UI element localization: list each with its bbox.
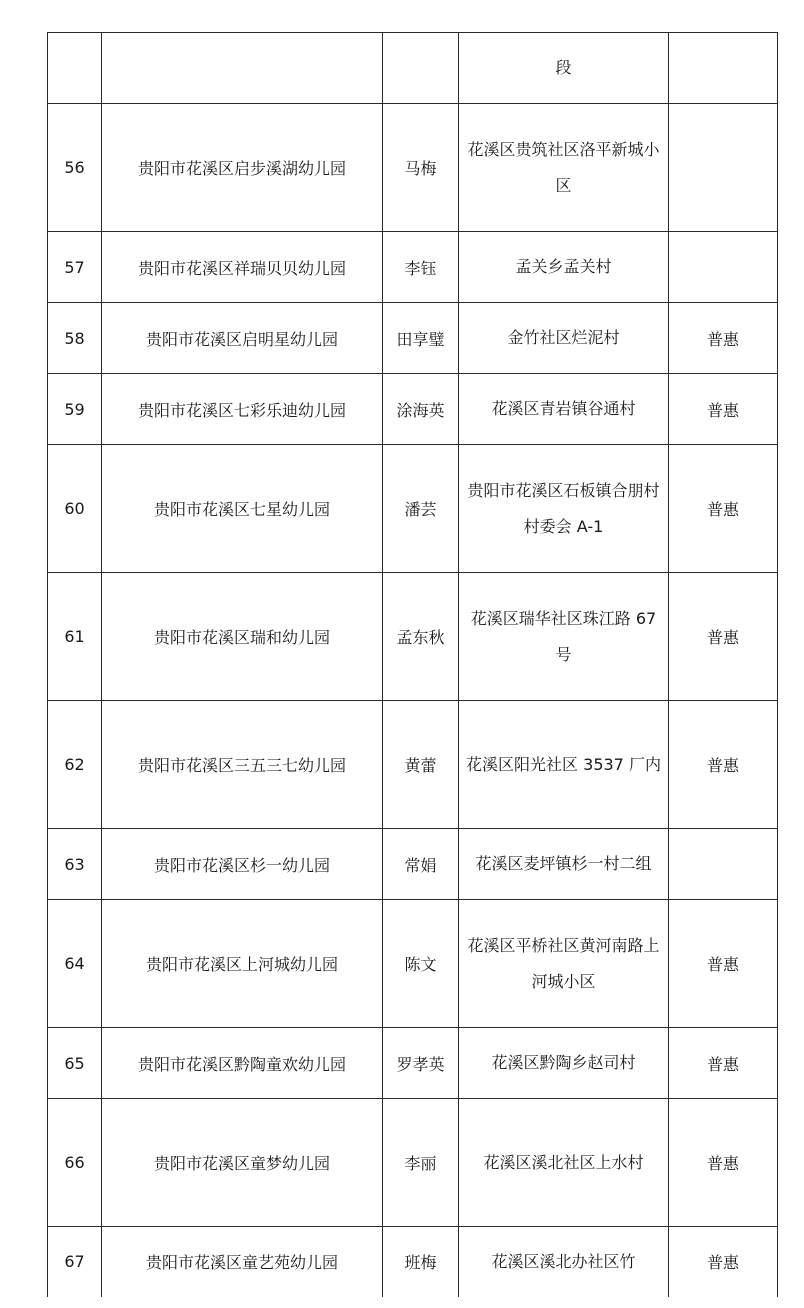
cell-type: 普惠 <box>669 303 778 374</box>
cell-type <box>669 33 778 104</box>
cell-address: 花溪区阳光社区 3537 厂内 <box>459 701 669 829</box>
cell-kindergarten-name <box>102 33 383 104</box>
cell-kindergarten-name: 贵阳市花溪区黔陶童欢幼儿园 <box>102 1028 383 1099</box>
cell-address: 花溪区溪北办社区竹 <box>459 1227 669 1297</box>
cell-address: 孟关乡孟关村 <box>459 232 669 303</box>
table-row <box>48 829 778 900</box>
cell-person: 涂海英 <box>383 374 459 445</box>
cell-number: 64 <box>48 900 102 1028</box>
cell-kindergarten-name: 贵阳市花溪区瑞和幼儿园 <box>102 573 383 701</box>
cell-type: 普惠 <box>669 1028 778 1099</box>
cell-kindergarten-name: 贵阳市花溪区三五三七幼儿园 <box>102 701 383 829</box>
table-row <box>48 1227 778 1297</box>
cell-person <box>383 33 459 104</box>
cell-person: 罗孝英 <box>383 1028 459 1099</box>
table-row <box>48 374 778 445</box>
cell-person: 田享璧 <box>383 303 459 374</box>
cell-type: 普惠 <box>669 900 778 1028</box>
cell-number: 67 <box>48 1227 102 1297</box>
cell-number: 66 <box>48 1099 102 1227</box>
cell-number: 56 <box>48 104 102 232</box>
cell-number: 59 <box>48 374 102 445</box>
cell-kindergarten-name: 贵阳市花溪区上河城幼儿园 <box>102 900 383 1028</box>
table-row <box>48 1028 778 1099</box>
cell-person: 李丽 <box>383 1099 459 1227</box>
cell-kindergarten-name: 贵阳市花溪区启明星幼儿园 <box>102 303 383 374</box>
cell-person: 黄蕾 <box>383 701 459 829</box>
cell-address: 花溪区平桥社区黄河南路上河城小区 <box>459 900 669 1028</box>
cell-kindergarten-name: 贵阳市花溪区七星幼儿园 <box>102 445 383 573</box>
cell-kindergarten-name: 贵阳市花溪区童艺苑幼儿园 <box>102 1227 383 1297</box>
cell-type: 普惠 <box>669 573 778 701</box>
cell-kindergarten-name: 贵阳市花溪区杉一幼儿园 <box>102 829 383 900</box>
cell-person: 陈文 <box>383 900 459 1028</box>
cell-type: 普惠 <box>669 374 778 445</box>
cell-person: 李钰 <box>383 232 459 303</box>
table-row <box>48 303 778 374</box>
cell-address: 花溪区瑞华社区珠江路 67号 <box>459 573 669 701</box>
cell-address: 花溪区青岩镇谷通村 <box>459 374 669 445</box>
cell-address: 段 <box>459 33 669 104</box>
cell-kindergarten-name: 贵阳市花溪区七彩乐迪幼儿园 <box>102 374 383 445</box>
cell-number: 57 <box>48 232 102 303</box>
cell-address: 花溪区麦坪镇杉一村二组 <box>459 829 669 900</box>
cell-person: 孟东秋 <box>383 573 459 701</box>
table-row <box>48 232 778 303</box>
cell-person: 马梅 <box>383 104 459 232</box>
cell-person: 潘芸 <box>383 445 459 573</box>
cell-type <box>669 104 778 232</box>
table-row <box>48 445 778 573</box>
cell-number: 60 <box>48 445 102 573</box>
table-row <box>48 573 778 701</box>
table-row <box>48 701 778 829</box>
cell-kindergarten-name: 贵阳市花溪区祥瑞贝贝幼儿园 <box>102 232 383 303</box>
cell-type: 普惠 <box>669 445 778 573</box>
table-row <box>48 900 778 1028</box>
cell-type <box>669 232 778 303</box>
kindergarten-table <box>47 32 778 1297</box>
cell-person: 班梅 <box>383 1227 459 1297</box>
cell-number: 58 <box>48 303 102 374</box>
cell-type <box>669 829 778 900</box>
table-row <box>48 104 778 232</box>
cell-address: 花溪区黔陶乡赵司村 <box>459 1028 669 1099</box>
cell-type: 普惠 <box>669 1099 778 1227</box>
cell-number: 65 <box>48 1028 102 1099</box>
table-row-continuation <box>48 33 778 104</box>
table-row <box>48 1099 778 1227</box>
cell-address: 金竹社区烂泥村 <box>459 303 669 374</box>
cell-number <box>48 33 102 104</box>
cell-address: 花溪区溪北社区上水村 <box>459 1099 669 1227</box>
cell-number: 62 <box>48 701 102 829</box>
cell-address: 花溪区贵筑社区洛平新城小区 <box>459 104 669 232</box>
cell-number: 61 <box>48 573 102 701</box>
cell-type: 普惠 <box>669 701 778 829</box>
cell-address: 贵阳市花溪区石板镇合朋村村委会 A-1 <box>459 445 669 573</box>
cell-person: 常娟 <box>383 829 459 900</box>
cell-kindergarten-name: 贵阳市花溪区启步溪湖幼儿园 <box>102 104 383 232</box>
cell-number: 63 <box>48 829 102 900</box>
cell-kindergarten-name: 贵阳市花溪区童梦幼儿园 <box>102 1099 383 1227</box>
cell-type: 普惠 <box>669 1227 778 1297</box>
